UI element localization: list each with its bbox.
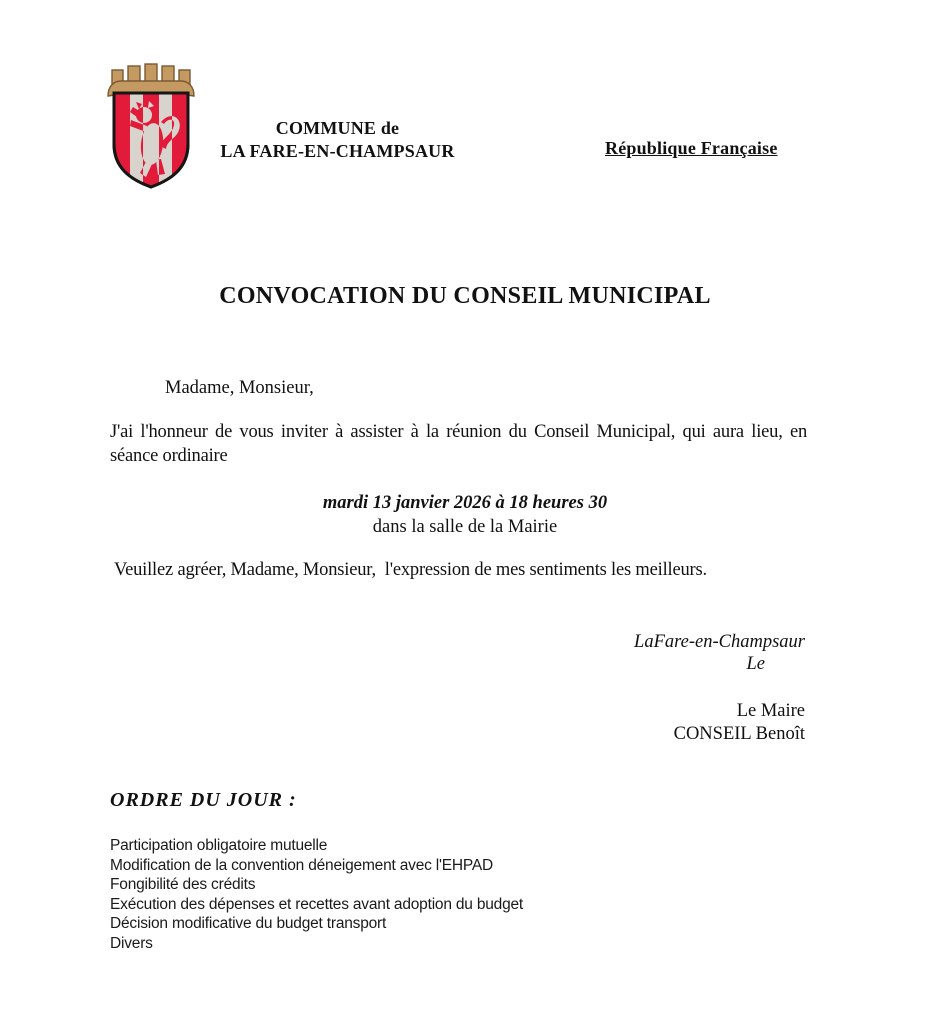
signature-place: LaFare-en-Champsaur (634, 632, 805, 652)
signature-identity (500, 700, 805, 746)
agenda-item: Exécution des dépenses et recettes avant adoption du budget (110, 895, 524, 913)
agenda-item: Fongibilité des crédits (110, 876, 256, 894)
signature-place-date (500, 631, 805, 675)
closing-formula: Veuillez agréer, Madame, Monsieur, l'expression de mes sentiments les meilleurs. (114, 560, 707, 580)
salutation: Madame, Monsieur, (165, 378, 314, 398)
signature-date-prefix: Le (746, 654, 765, 674)
commune-line1: COMMUNE de (275, 118, 400, 138)
agenda-list (110, 836, 710, 954)
meeting-datetime: mardi 13 janvier 2026 à 18 heures 30 (322, 493, 608, 513)
agenda-item: Participation obligatoire mutuelle (110, 837, 328, 854)
agenda-item: Modification de la convention déneigement avec l'EHPAD (110, 856, 494, 874)
mural-crown-icon (108, 64, 194, 96)
agenda-item: Décision modificative du budget transport (110, 915, 387, 933)
signer-name: CONSEIL Benoît (673, 724, 805, 744)
republique-francaise-label: République Française (605, 138, 778, 158)
agenda-heading: ORDRE DU JOUR : (110, 789, 297, 811)
page-title: CONVOCATION DU CONSEIL MUNICIPAL (219, 283, 711, 309)
meeting-place: dans la salle de la Mairie (372, 517, 558, 537)
commune-name (195, 117, 480, 163)
coat-of-arms-icon (95, 58, 207, 196)
intro-paragraph: J'ai l'honneur de vous inviter à assister à la réunion du Conseil Municipal, qui aura lieu, en séance ordinaire (110, 422, 807, 466)
agenda-item: Divers (110, 934, 153, 952)
commune-line2: LA FARE-EN-CHAMPSAUR (220, 141, 455, 161)
signer-title: Le Maire (736, 701, 805, 721)
